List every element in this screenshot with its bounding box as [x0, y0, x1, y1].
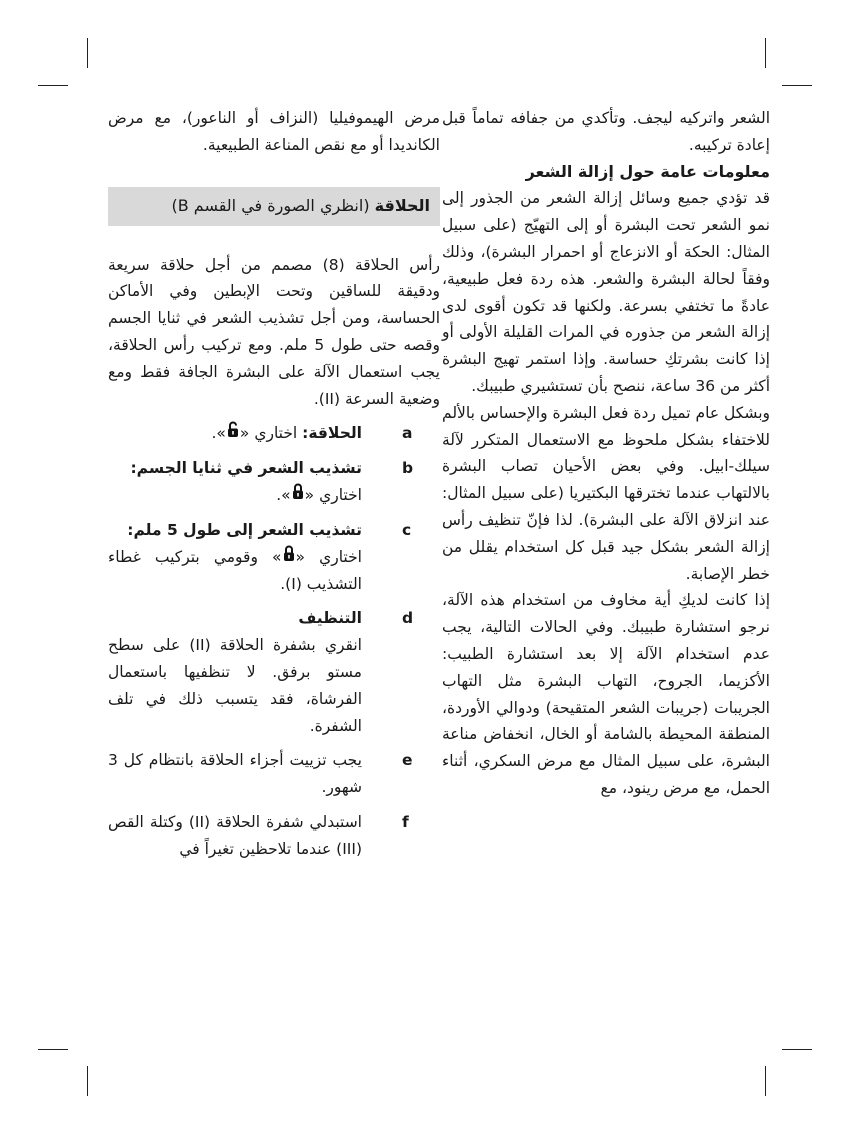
unlock-icon	[227, 420, 239, 447]
item-text: اختاري «	[295, 547, 362, 566]
item-letter: b	[402, 459, 414, 478]
item-text: استبدلي شفرة الحلاقة (II) وكتلة القص (III) عندما تلاحظين تغيراً في	[108, 813, 362, 858]
left-column	[108, 105, 440, 863]
item-letter: a	[402, 424, 413, 443]
shaving-section-title	[108, 187, 440, 226]
item-title: الحلاقة:	[302, 424, 362, 443]
list-item-b	[108, 455, 440, 509]
paragraph-irritation: قد تؤدي جميع وسائل إزالة الشعر من الجذور إلى نمو الشعر تحت البشرة أو إلى التهيّج (على سبيل المثال: الحكة أو الانزعاج أو احمرار البشرة)، وذلك وفقاً لحالة البشرة والشعر. هذه ردة فعل طبيعية، عادةً ما تختفي بسرعة. ولكنها قد تكون أقوى لدى إزالة الشعر من جذوره في المرات القليلة الأولى أو إذا كانت بشرتكِ حساسة. وإذا استمر تهيج البشرة أكثر من 36 ساعة، ننصح بأن تستشيري طبيبك.	[442, 189, 770, 395]
item-text: يجب تزييت أجزاء الحلاقة بانتظام كل 3 شهور.	[108, 751, 362, 797]
lock-icon	[283, 544, 295, 571]
item-text: اختاري «	[239, 424, 303, 443]
crop-mark	[38, 1049, 68, 1050]
item-title: تشذيب الشعر في ثنايا الجسم:	[130, 459, 362, 478]
list-item-a	[108, 420, 440, 447]
item-text: انقري بشفرة الحلاقة (II) على سطح مستو برفق. لا تنظفيها باستعمال الفرشاة، فقد يتسبب ذلك في تلف الشفرة.	[108, 636, 362, 735]
item-text: اختاري «	[304, 486, 362, 505]
section-title-rest: (انظري الصورة في القسم B)	[171, 195, 375, 215]
item-letter: e	[402, 751, 413, 770]
item-letter: d	[402, 609, 414, 628]
general-info-heading: معلومات عامة حول إزالة الشعر	[525, 161, 770, 181]
crop-mark	[765, 1066, 766, 1096]
paragraph-consult-doctor: إذا كانت لديكِ أية مخاوف من استخدام هذه الآلة، نرجو استشارة طبيبك. وفي الحالات التالية، يجب عدم استخدام الآلة إلا بعد استشارة الطبيب: الأكزيما، الجروح، التهاب البشرة مثل التهاب الجريبات (جريبات الشعر المتقيحة) ودوالي الأوردة، المنطقة المحيطة بالشامة أو الخال، انخفاض مناعة البشرة، على سبيل المثال مع مرض السكري، أثناء الحمل، مع مرض رينود، مع	[442, 591, 770, 797]
item-title: التنظيف	[298, 609, 362, 628]
crop-mark	[782, 1049, 812, 1050]
item-text: » وقومي بتركيب غطاء التشذيب (I).	[108, 547, 362, 593]
list-item-f	[108, 809, 440, 863]
item-text: ».	[211, 424, 226, 443]
right-column	[442, 105, 770, 802]
continuation-paragraph: مرض الهيموفيليا (النزاف أو الناعور)، مع مرض الكانديدا أو مع نقص المناعة الطبيعية.	[108, 109, 440, 154]
shaving-intro: رأس الحلاقة (8) مصمم من أجل حلاقة سريعة ودقيقة للساقين وتحت الإبطين وفي الأماكن الحساسة، ومن أجل تشذيب الشعر في ثنايا الجسم وقصه حتى طول 5 ملم. ومع تركيب رأس الحلاقة، يجب استعمال الآلة على البشرة الجافة فقط ومع وضعية السرعة (II).	[108, 255, 440, 408]
crop-mark	[87, 38, 88, 68]
crop-mark	[87, 1066, 88, 1096]
section-title-bold: الحلاقة	[374, 195, 430, 215]
list-item-d	[108, 605, 440, 739]
list-item-c	[108, 517, 440, 597]
lock-icon	[292, 482, 304, 509]
item-text: ».	[276, 486, 291, 505]
paragraph-skin-reaction: وبشكل عام تميل ردة فعل البشرة والإحساس بالألم للاختفاء بشكل ملحوظ مع الاستعمال المتكرر لآلة سيلك-ابيل. وفي بعض الأحيان تصاب البشرة بالالتهاب عندما تخترقها البكتيريا (على سبيل المثال: عند انزلاق الآلة على البشرة). لذا فإنّ تنظيف رأس إزالة الشعر بشكل جيد قبل كل استخدام يقلل من خطر الإصابة.	[442, 403, 770, 583]
crop-mark	[765, 38, 766, 68]
crop-mark	[38, 85, 68, 86]
list-item-e	[108, 747, 440, 801]
item-letter: f	[402, 813, 409, 832]
item-title: تشذيب الشعر إلى طول 5 ملم:	[127, 520, 362, 539]
intro-paragraph: الشعر واتركيه ليجف. وتأكدي من جفافه تماماً قبل إعادة تركيبه.	[442, 109, 770, 154]
item-letter: c	[402, 520, 412, 539]
crop-mark	[782, 85, 812, 86]
